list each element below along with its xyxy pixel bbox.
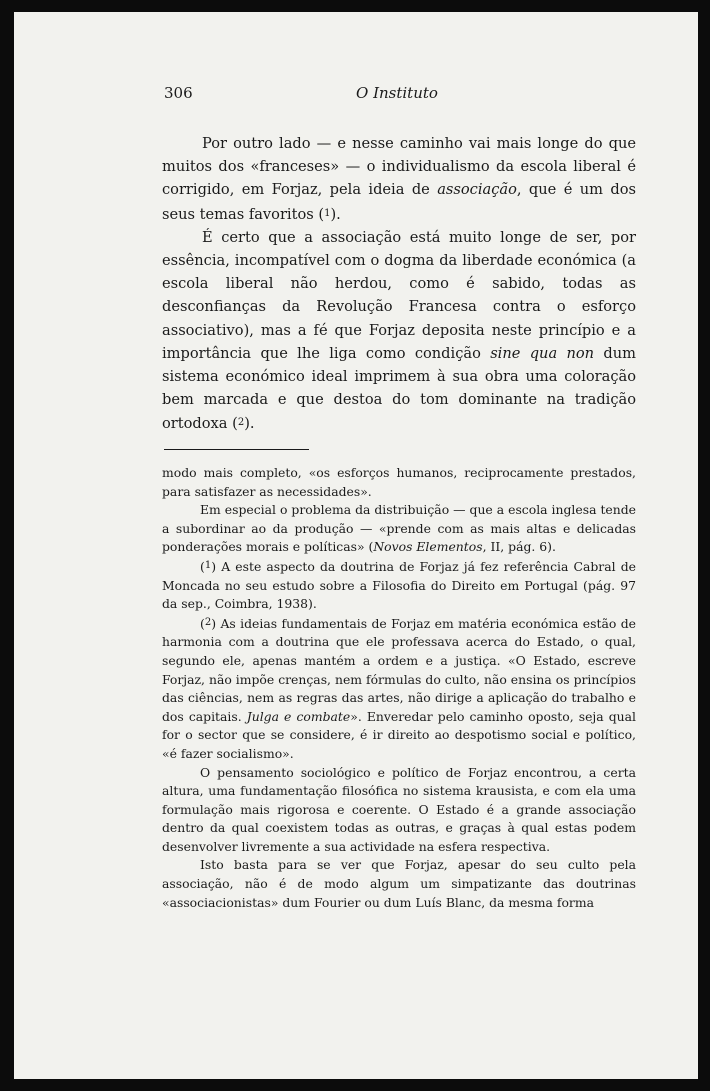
footnote-paragraph-3: O pensamento sociológico e político de Forjaz encontrou, a certa altura, uma fundamentação filosófica no sistema krausista, e com ela uma formulação mais rigorosa e coerente. O Estado é a grande associação dentro da qual coexistem todas as outras, e graças à qual estas podem desenvolver livremente a sua actividade na esfera respectiva. — [162, 764, 636, 854]
p1-text-c: ). — [330, 205, 341, 223]
running-title: O Instituto — [356, 84, 438, 102]
footnote-2-text-b: ». Enveredar pelo caminho oposto, seja qual for o sector que se considere, é ir direito ao despotismo social e político, «é fazer socialismo». — [162, 708, 636, 761]
book-page — [14, 12, 698, 1079]
footnote-2-italic: Julga e combate — [246, 708, 351, 724]
footnote-ref-2: 2 — [237, 417, 245, 429]
footnote-2-text-a: As ideias fundamentais de Forjaz em matéria económica estão de harmonia com a doutrina que ele professava acerca do Estado, o qual, segundo ele, apenas mantém a ordem e a justiça. «O Estado, escreve Forjaz, não impõe crenças, nem fórmulas do culto, não ensina os princípios das ciências, nem as regras das artes, não dirige a aplicação do trabalho e dos capitais. — [162, 615, 636, 724]
p2-text-c: ). — [244, 415, 255, 433]
note-continuation-2 — [162, 501, 636, 557]
footnote-ref-1: 1 — [324, 207, 331, 219]
footnote-separator — [164, 449, 309, 450]
running-header — [164, 84, 464, 104]
main-text — [162, 132, 636, 436]
p2-text-b: dum sistema económico ideal imprimem à sua obra uma coloração bem marcada e que destoa do tom dominante na tradição ortodoxa ( — [162, 344, 636, 433]
paragraph-1 — [162, 132, 636, 226]
footnotes — [162, 464, 636, 912]
p1-text-a: Por outro lado — e nesse caminho vai mais longe do que muitos dos «franceses» — o individualismo da escola liberal é corrigido, em Forjaz, pela ideia de — [162, 135, 636, 199]
p1-text-b: , que é um dos seus temas favoritos ( — [162, 181, 636, 223]
footnote-1: ($^1$) A este aspecto da doutrina de Forjaz já fez referência Cabral de Moncada no seu estudo sobre a Filosofia do Direito em Portugal (pág. 97 da sep., Coimbra, 1938). — [162, 558, 636, 612]
cont2-text-b: , II, pág. 6). — [482, 539, 556, 555]
footnote-2-number: 2 — [204, 616, 212, 628]
footnote-2: ($^2$) As ideias fundamentais de Forjaz em matéria económica estão de harmonia com a doutrina que ele professava acerca do Estado, o qual, segundo ele, apenas mantém a ordem e a justiça. «O Estado, escreve Forjaz, não impõe crenças, nem fórmulas do culto, não ensina os princípios das ciências, nem as regras das artes, não dirige a aplicação do trabalho e dos capitais. Julga e combate». Enveredar pelo caminho oposto, seja qual for o sector que se considere, é ir direito ao despotismo social e político, «é fazer socialismo». — [162, 615, 636, 761]
footnote-1-number: 1 — [204, 559, 212, 571]
p1-italic-associacao: associação — [437, 181, 517, 199]
note-continuation-1: modo mais completo, «os esforços humanos, reciprocamente prestados, para satisfazer as necessidades». — [162, 465, 636, 499]
p2-text-a: É certo que a associação está muito longe de ser, por essência, incompatível com o dogma da liberdade económica (a escola liberal não herdou, como é sabido, todas as desconfianças da Revolução Francesa contra o esforço associativo), mas a fé que Forjaz deposita neste princípio e a importância que lhe liga como condição — [162, 228, 636, 362]
cont2-italic-title: Novos Elementos — [373, 539, 483, 555]
cont2-text-a: Em especial o problema da distribuição — que a escola inglesa tende a subordinar ao da produção — «prende com as mais altas e delicadas ponderações morais e políticas» ( — [162, 502, 636, 555]
page-number: 306 — [164, 84, 193, 102]
paragraph-2 — [162, 226, 636, 436]
p2-italic-sine-qua-non: sine qua non — [490, 344, 595, 362]
footnote-paragraph-4: Isto basta para se ver que Forjaz, apesar do seu culto pela associação, não é de modo algum um simpatizante das doutrinas «associacionistas» dum Fourier ou dum Luís Blanc, da mesma forma — [162, 857, 636, 910]
footnote-1-text: A este aspecto da doutrina de Forjaz já fez referência Cabral de Moncada no seu estudo sobre a Filosofia do Direito em Portugal (pág. 97 da sep., Coimbra, 1938). — [162, 558, 636, 612]
